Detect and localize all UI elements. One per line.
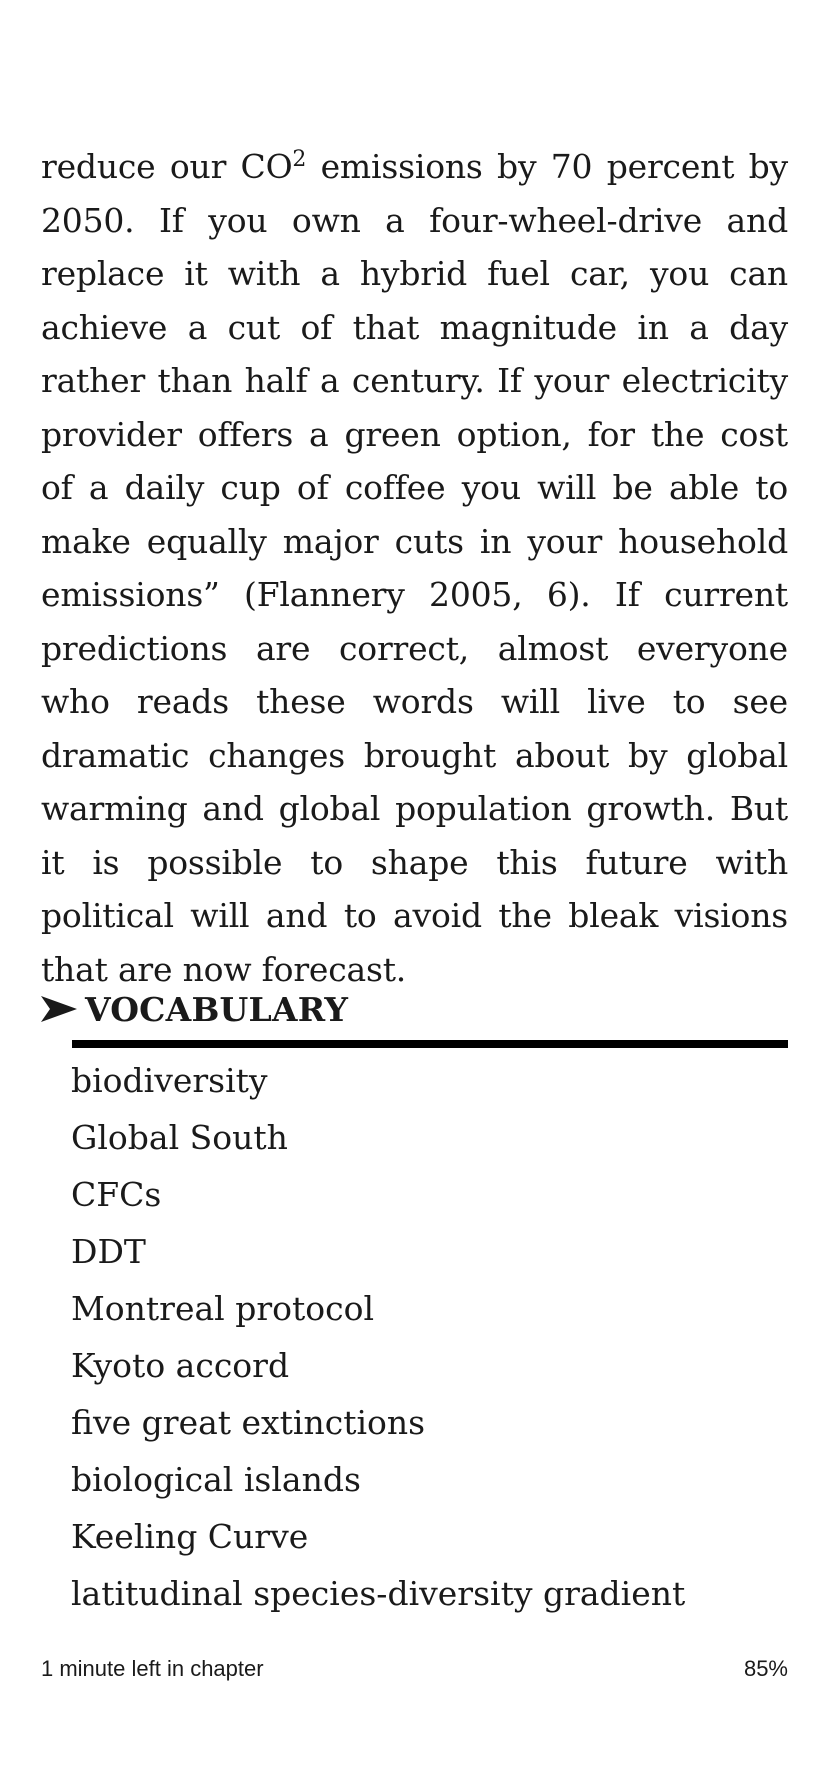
vocabulary-list (71, 1052, 685, 1622)
reading-progress[interactable]: 85% (743, 1656, 788, 1681)
vocabulary-item: Kyoto accord (71, 1346, 290, 1385)
body-paragraph (41, 140, 788, 996)
vocabulary-item: Global South (71, 1118, 288, 1157)
vocabulary-item: biodiversity (71, 1061, 268, 1100)
vocabulary-item: Keeling Curve (71, 1517, 309, 1556)
vocabulary-heading: VOCABULARY (85, 989, 349, 1029)
vocabulary-item: five great extinctions (71, 1403, 426, 1442)
reading-footer (41, 1656, 788, 1686)
passage-part-2: emissions by 70 percent by 2050. If you own a four-wheel-drive and replace it with a hybrid fuel car, you can achieve a cut of that magnitude in a day rather than half a century. If your electricity provider offers a green option, for the cost of a daily cup of coffee you will be able to make equally major cuts in your household emissions” (Flannery 2005, 6). If current predictions are correct, almost everyone who reads these words will live to see dramatic changes brought about by global warming and global population growth. But it is possible to shape this future with political will and to avoid the bleak visions that are now forecast. (41, 147, 788, 989)
heading-rule (72, 1040, 788, 1048)
vocabulary-item: Montreal protocol (71, 1289, 374, 1328)
passage-part-1: reduce our CO (41, 147, 293, 186)
vocabulary-item: latitudinal species-diversity gradient (71, 1574, 686, 1613)
vocabulary-item: biological islands (71, 1460, 361, 1499)
reading-page (41, 140, 788, 996)
vocabulary-item: CFCs (71, 1175, 162, 1214)
vocabulary-item: DDT (71, 1232, 146, 1271)
vocabulary-section-header (41, 984, 788, 1034)
arrow-icon (41, 994, 77, 1024)
chapter-time-left[interactable]: 1 minute left in chapter (41, 1656, 264, 1681)
co2-subscript: 2 (292, 147, 307, 172)
